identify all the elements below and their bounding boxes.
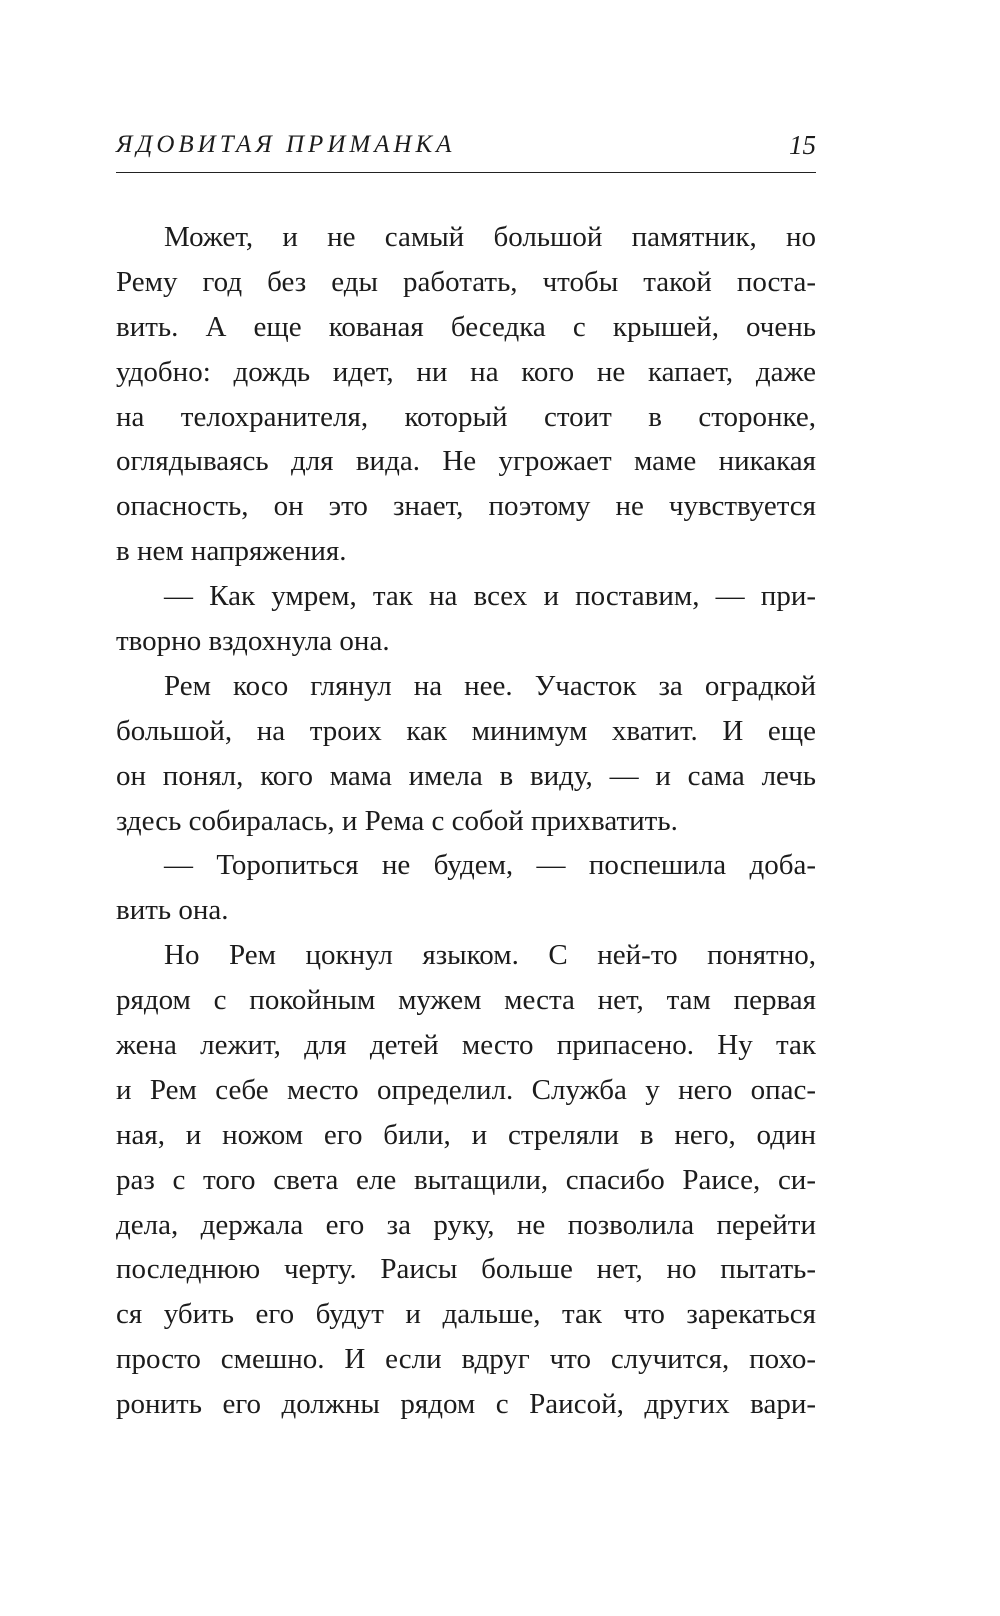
text-line: жена лежит, для детей место припасено. Ну так [116,1029,816,1062]
text-line: Рем косо глянул на нее. Участок за оградкой [164,669,816,702]
text-line: раз с того света еле вытащили, спасибо Раисе, си- [116,1163,816,1196]
text-line: дела, держала его за руку, не позволила перейти [116,1208,816,1241]
text-line: большой, на троих как минимум хватит. И еще [116,714,816,747]
text-line: удобно: дождь идет, ни на кого не капает, даже [116,355,816,388]
text-line: Но Рем цокнул языком. С ней-то понятно, [164,939,816,972]
text-line: рядом с покойным мужем места нет, там первая [116,984,816,1017]
running-header [116,128,816,173]
text-line: на телохранителя, который стоит в сторонке, [116,400,816,433]
body-text [116,215,816,1427]
text-line: Рему год без еды работать, чтобы такой поста- [116,265,816,298]
text-line: просто смешно. И если вдруг что случится, похо- [116,1343,816,1376]
text-line: здесь собиралась, и Рема с собой прихватить. [116,804,678,837]
text-line: вить. А еще кованая беседка с крышей, очень [116,310,816,343]
text-line: вить она. [116,894,229,927]
text-line: ронить его должны рядом с Раисой, других вари- [116,1388,816,1421]
text-line: ся убить его будут и дальше, так что зарекаться [116,1298,816,1331]
text-line: опасность, он это знает, поэтому не чувствуется [116,490,816,523]
text-line: — Торопиться не будем, — поспешила доба- [164,849,816,882]
text-line: — Как умрем, так на всех и поставим, — при- [164,580,816,613]
text-line: он понял, кого мама имела в виду, — и сама лечь [116,759,816,792]
text-line: и Рем себе место определил. Служба у него опас- [116,1073,816,1106]
text-line: последнюю черту. Раисы больше нет, но пытать- [116,1253,816,1286]
text-line: Может, и не самый большой памятник, но [164,221,816,253]
text-line: в нем напряжения. [116,535,347,568]
page-number: 15 [789,130,816,160]
text-line: ная, и ножом его били, и стреляли в него, один [116,1118,816,1151]
text-line: оглядываясь для вида. Не угрожает маме никакая [116,445,816,478]
text-line: творно вздохнула она. [116,625,390,658]
book-title: ЯДОВИТАЯ ПРИМАНКА [116,131,456,158]
